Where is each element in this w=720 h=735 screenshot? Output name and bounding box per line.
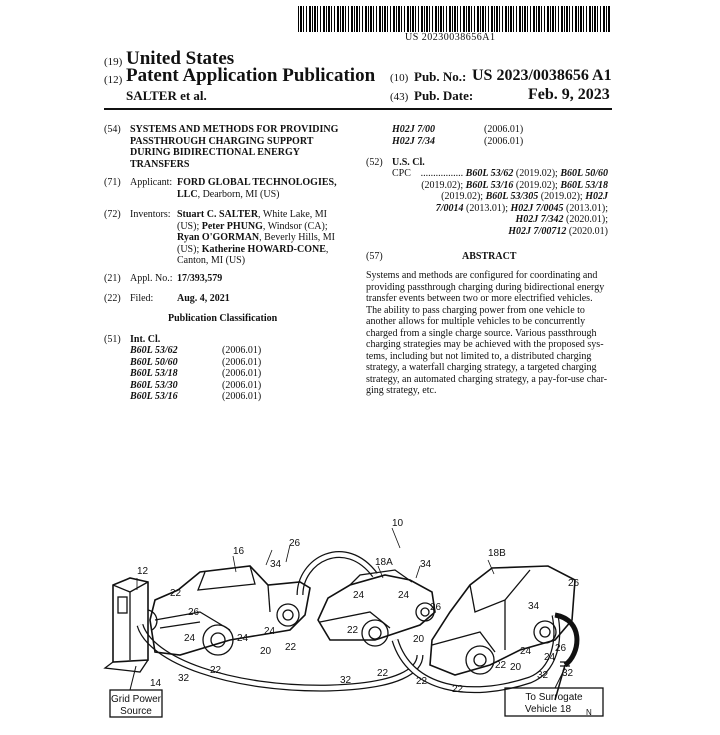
intcl-row: B60L 53/30 (2006.01) bbox=[130, 379, 262, 391]
uscl-code: (52) bbox=[366, 157, 383, 168]
reference-numeral: 34 bbox=[270, 559, 282, 570]
pubno-code: (10) bbox=[390, 72, 409, 84]
reference-numeral: 20 bbox=[413, 634, 425, 645]
reference-numeral: 24 bbox=[353, 590, 365, 601]
inventors: Stuart C. SALTER, White Lake, MI (US); Peter PHUNG, Windsor (CA); Ryan O'GORMAN, Beverly Hills, MI (US); Katherine HOWARD-CONE, Canton, MI (US) bbox=[177, 209, 335, 266]
pubdate-value: Feb. 9, 2023 bbox=[528, 86, 610, 103]
applicant-label: Applicant: bbox=[130, 177, 173, 188]
reference-numeral: 22 bbox=[495, 660, 507, 671]
reference-numeral: 26 bbox=[555, 643, 567, 654]
abstract-code: (57) bbox=[366, 251, 383, 262]
reference-numeral: 22 bbox=[452, 684, 464, 695]
intcl-row: B60L 53/16 (2006.01) bbox=[130, 391, 262, 402]
inventors-label: Inventors: bbox=[130, 209, 171, 220]
inventor-short: SALTER et al. bbox=[126, 88, 207, 103]
abstract-body: Systems and methods are configured for coordinating and providing passthrough charging during bidirectional energy transfer events between two or more electrified vehicles. The ability to pass charging power from one vehicle to another allows for multiple vehicles to be concurrently charged from a single charge source. Various passthrough charging strategies may be achieved with the proposed sys- tems, including but not limited to, a distributed charging strategy, a waterfall charging strategy, a targeted charging strategy, an automated charging strategy, a pay-for-use char- ging strategy, etc. bbox=[366, 270, 608, 396]
reference-numeral: 10 bbox=[392, 518, 404, 529]
pubdate-label: Pub. Date: bbox=[414, 88, 474, 103]
surrogate-box-line1: To Surrogate bbox=[525, 692, 583, 703]
reference-numeral: 24 bbox=[237, 633, 249, 644]
reference-numeral: 22 bbox=[347, 625, 359, 636]
reference-numeral: 24 bbox=[184, 633, 196, 644]
invention-title: SYSTEMS AND METHODS FOR PROVIDING PASSTHROUGH CHARGING SUPPORT DURING BIDIRECTIONAL ENERGY TRANSFERS bbox=[130, 124, 339, 170]
reference-numeral: 24 bbox=[398, 590, 410, 601]
appl-number: 17/393,579 bbox=[177, 273, 223, 284]
inventors-code: (72) bbox=[104, 209, 121, 220]
reference-numeral: 20 bbox=[510, 662, 522, 673]
appl-label: Appl. No.: bbox=[130, 273, 173, 284]
charging-station bbox=[105, 578, 157, 672]
type-code: (12) bbox=[104, 74, 123, 86]
intcl-code: (51) bbox=[104, 334, 121, 345]
intcl-label: Int. Cl. bbox=[130, 334, 161, 345]
intcl-row: B60L 53/18 (2006.01) bbox=[130, 368, 262, 379]
reference-numeral: 18A bbox=[375, 557, 393, 568]
appl-code: (21) bbox=[104, 273, 121, 284]
reference-numeral: 26 bbox=[430, 602, 442, 613]
reference-numeral: 22 bbox=[170, 588, 182, 599]
publication-type: Patent Application Publication bbox=[126, 65, 376, 86]
cpc-codes: ................. B60L 53/62 (2019.02); B60L 50/60 (2019.02); B60L 53/16 (2019.02); B60L 53/18 (2019.02); B60L 53/305 (2019.02); H02J 7/0014 (2013.01); H02J 7/0045 (2013.01); H02J 7/342 (2020.01); H02J 7/00712 (2020.01) bbox=[420, 168, 608, 237]
reference-numeral: 24 bbox=[264, 626, 276, 637]
reference-numeral: 22 bbox=[285, 642, 297, 653]
pub-class-heading: Publication Classification bbox=[168, 313, 278, 324]
rightcl-row: H02J 7/00 (2006.01) bbox=[392, 124, 524, 135]
country: United States bbox=[126, 48, 235, 69]
reference-numeral: 34 bbox=[420, 559, 432, 570]
reference-numeral: 14 bbox=[150, 678, 162, 689]
intcl-row: B60L 50/60 (2006.01) bbox=[130, 356, 262, 368]
reference-numeral: 32 bbox=[562, 668, 574, 679]
uscl-label: U.S. Cl. bbox=[392, 157, 425, 168]
filed-label: Filed: bbox=[130, 293, 154, 304]
applicant: FORD GLOBAL TECHNOLOGIES, LLC, Dearborn, MI (US) bbox=[177, 177, 337, 200]
reference-numeral: 34 bbox=[528, 601, 540, 612]
surrogate-box-line2: Vehicle 18 bbox=[524, 704, 572, 715]
grid-box-line2: Source bbox=[120, 706, 152, 717]
barcode-number: US 20230038656A1 bbox=[405, 32, 496, 43]
pubno-value: US 2023/0038656 A1 bbox=[472, 67, 612, 84]
grid-box-line1: Grid Power bbox=[110, 694, 162, 705]
abstract-heading: ABSTRACT bbox=[462, 251, 517, 262]
pubdate-code: (43) bbox=[390, 91, 409, 103]
reference-numeral: 22 bbox=[210, 665, 222, 676]
cpc-label: CPC bbox=[392, 168, 411, 179]
applicant-code: (71) bbox=[104, 177, 121, 188]
reference-numeral: 22 bbox=[416, 676, 428, 687]
reference-numeral: 24 bbox=[520, 646, 532, 657]
reference-numeral: 26 bbox=[289, 538, 301, 549]
reference-numeral: 26 bbox=[188, 607, 200, 618]
filed-code: (22) bbox=[104, 293, 121, 304]
country-code: (19) bbox=[104, 56, 123, 68]
reference-numeral: 22 bbox=[377, 668, 389, 679]
reference-numeral: 20 bbox=[260, 646, 272, 657]
reference-numeral: 26 bbox=[568, 578, 580, 589]
rightcl-row: H02J 7/34 (2006.01) bbox=[392, 135, 524, 147]
title-code: (54) bbox=[104, 124, 121, 135]
pubno-label: Pub. No.: bbox=[414, 69, 467, 84]
reference-numeral: 32 bbox=[178, 673, 190, 684]
reference-numeral: 18B bbox=[488, 548, 506, 559]
reference-numeral: 32 bbox=[340, 675, 352, 686]
reference-numeral: 24 bbox=[544, 652, 556, 663]
reference-numeral: 12 bbox=[137, 566, 149, 577]
reference-numeral: 16 bbox=[233, 546, 245, 557]
filed-date: Aug. 4, 2021 bbox=[177, 293, 230, 304]
surrogate-box-sub: N bbox=[586, 708, 592, 717]
reference-numeral: 32 bbox=[537, 670, 549, 681]
intcl-row: B60L 53/62 (2006.01) bbox=[130, 345, 262, 356]
